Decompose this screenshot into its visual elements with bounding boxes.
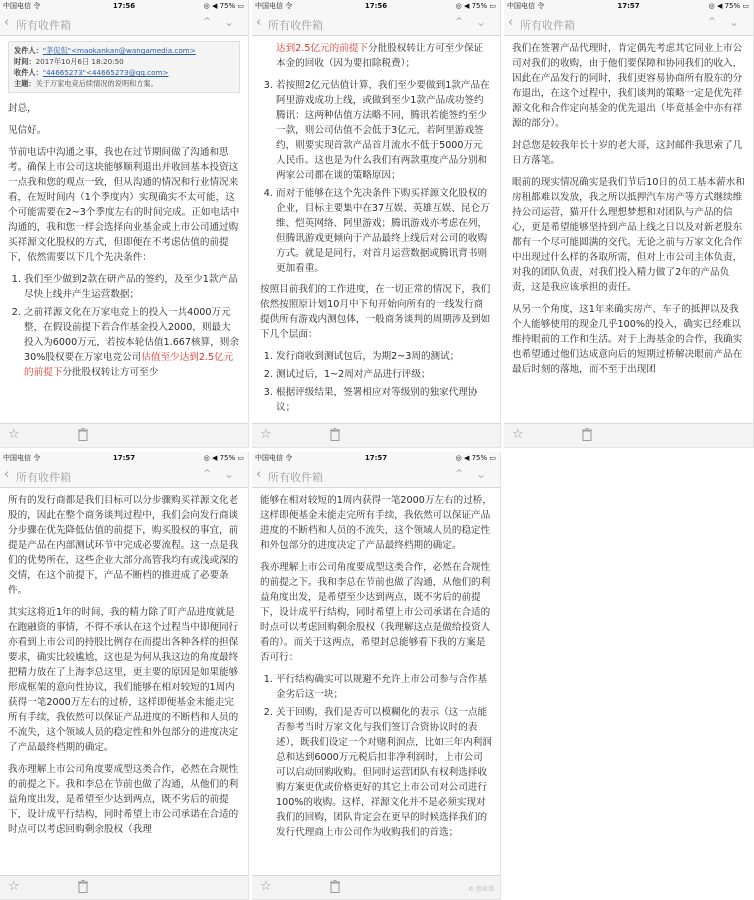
chevron-up-icon[interactable]: ⌃ (453, 15, 464, 29)
list-item: 1. 我们至少做到2款在研产品的签约，及至少1款产品尽快上线并产生运营数据； (24, 272, 240, 302)
trash-icon[interactable] (330, 428, 340, 441)
mail-toolbar (252, 423, 500, 447)
continued-item (276, 41, 492, 71)
status-bar (504, 0, 753, 12)
subject-label: 主题： (14, 79, 36, 88)
back-chevron-icon[interactable]: ‹ (256, 467, 262, 482)
list-item: 3. 根据评级结果，签署相应对等级别的独家代理协议； (276, 385, 492, 415)
clock-label: 17:57 (364, 454, 388, 462)
carrier-label: 中国电信 令 (255, 454, 293, 462)
list-item: 4. 而对于能够在这个先决条件下购买祥源文化股权的企业，目标主要集中在37互娱、英雄互娱、昆仑万维、恺英网络、阿里游戏；腾讯游戏亦考虑在列，但腾讯游戏更倾向于产品最终上线后对公司的收购方式。就是是同行，对首月运营数据或腾讯背书则更加看重。 (276, 186, 492, 276)
carrier-label: 中国电信 令 (255, 2, 293, 10)
watermark: © 创业邦 (468, 886, 494, 893)
to-label: 收件人： (14, 68, 43, 77)
star-icon[interactable]: ☆ (8, 427, 20, 442)
email-body (504, 37, 753, 423)
mail-toolbar (504, 423, 753, 447)
body-paragraph: 封总您是较我年长十岁的老大哥，这封邮件我思索了几日方落笔。 (512, 140, 743, 166)
mail-nav-bar (504, 12, 753, 36)
highlight-text: 估值至少达到2.5亿元的前提下 (24, 352, 234, 378)
proposal-list (276, 672, 492, 840)
trash-icon[interactable] (582, 428, 592, 441)
email-body (0, 489, 248, 875)
list-item: 3. 若按照2亿元估值计算，我们至少要做到1款产品在阿里游戏成功上线，或做到至少1款产品成功签约腾讯：这两种估值方法略不同，腾讯若能签约至少一款，则公司估值不会低于3亿元，若阿里游戏签约，则要实现首款产品首月流水不低于5000万元人民币。这也是为什么我们有两款重度产品分别和两家公司都在谈的策略原因； (276, 78, 492, 183)
list-item: 1. 平行结构确实可以规避不允许上市公司参与合作基金劣后这一块； (276, 672, 492, 702)
condition-list (276, 78, 492, 276)
salutation: 见信好。 (8, 125, 47, 136)
chevron-down-icon[interactable]: ⌄ (223, 15, 234, 29)
inbox-title[interactable]: 所有收件箱 (520, 19, 575, 32)
chevron-down-icon[interactable]: ⌄ (475, 15, 486, 29)
list-item: 1. 发行商收到测试包后，为期2~3周的测试； (276, 349, 492, 364)
body-paragraph: 按照目前我们的工作进度，在一切正常的情况下，我们依然按照原计划10月中下旬开始向所有的一线发行商提供所有游戏内测包体，一般商务谈判的周期涉及到如下几个层面： (260, 284, 491, 340)
chevron-up-icon[interactable]: ⌃ (706, 15, 717, 29)
to-address-link[interactable]: "44665273"<44665273@qq.com> (42, 68, 169, 77)
email-panel-3 (504, 0, 754, 448)
email-body (0, 37, 248, 423)
greeting: 封总， (8, 103, 37, 114)
body-paragraph: 从另一个角度，这1年来确实房产、车子的抵押以及我个人能够使用的现金几乎100%的投入，确实已经难以维持眼前的工作和生活。对于上海基金的合作，我确实也希望通过他们达成意向后的短期过桥解决眼前产品在最后时刻的落地，而不至于出现团 (512, 304, 743, 375)
negotiation-steps-list (276, 349, 492, 415)
email-panel-2 (252, 0, 501, 448)
body-paragraph: 节前电话中沟通之事，我也在过节期间做了沟通和思考。确保上市公司这块能够顺利退出并收回基本投资这一点我和您的观点一致，但从沟通的情况和行业情况来看，在短时间内（1个季度内）实现确实不太可能，这个可能需要在2~3个季度左右的时间完成。正如电话中沟通的，我和您一样会选择向业基金或上市公司通过购买祥源文化股权的方式，但即便在不考虑估值的前提下，依然需要以下几个先决条件： (8, 147, 240, 263)
mail-nav-bar (0, 12, 248, 36)
mail-toolbar (0, 423, 248, 447)
star-icon[interactable]: ☆ (260, 427, 272, 442)
body-paragraph: 所有的发行商都是我们目标可以分步骤购买祥源文化老股的，因此在整个商务谈判过程中，我们会向发行商谈分步骤在优先降低估值的前提下，购买股权的事宜，前提是产品在内部测试环节中完成必要流程。这一点是我们的优势所在，这些企业大部分高管我均有或浅或深的交情，在这个前提下，产品不断档的推进成了必要条件。 (8, 495, 239, 596)
email-body (252, 489, 500, 875)
trash-icon[interactable] (330, 880, 340, 893)
chevron-up-icon[interactable]: ⌃ (201, 467, 212, 481)
inbox-title[interactable]: 所有收件箱 (268, 19, 323, 32)
list-item-text: 之前祥源文化在万家电竞上的投入一共4000万元整，在假设前提下若合作基金投入2000，则最大投入为6000万元，若按本轮估值1.667核算，则余30%股权要在万家电竞公司 (24, 307, 239, 363)
chevron-down-icon[interactable]: ⌄ (475, 467, 486, 481)
star-icon[interactable]: ☆ (8, 879, 20, 894)
date-value: 2017年10月6日 18:20:50 (35, 57, 124, 66)
email-panel-1 (0, 0, 249, 448)
clock-label: 17:56 (364, 2, 388, 10)
battery-indicator: ◎ ◀ 75% ▭ (203, 2, 244, 10)
list-item: 2. 测试过后，1~2周对产品进行评级； (276, 367, 492, 382)
body-paragraph: 我们在签署产品代理时，肯定偶先考虑其它同业上市公司对我们的收购，由于他们要保障和协同我们的收入，因此在产品发行的同时，我们更容易协商所有股东的分布退出，在这个过程中，我们谈判的策略一定是优先祥源文化和合作定向基金的优先退出（毕竟基金中亦有祥源的部分）。 (512, 43, 743, 129)
inbox-title[interactable]: 所有收件箱 (16, 471, 71, 484)
back-chevron-icon[interactable]: ‹ (508, 15, 514, 30)
mail-toolbar (0, 875, 248, 899)
email-panel-5 (252, 452, 501, 900)
battery-indicator: ◎ ◀ 75% ▭ (203, 454, 244, 462)
chevron-up-icon[interactable]: ⌃ (453, 467, 464, 481)
status-bar (252, 452, 500, 464)
body-paragraph: 眼前的现实情况确实是我们节后10日的员工基本薪水和房租都难以发放，我之所以抵押汽车房产等方式继续维持公司运营，猫开什么理想梦想和对团队与产品的信心，更是希望能够坚持到产品上线之日以及对新老股东都有一个尽可能圆满的交代。无论之前与万家文化合作中出现过什么样的各取所需，但对上市公司主体负责，对我的团队负责，对我们投入精力做了2年的产品负责，这是我应该承担的责任。 (512, 177, 745, 293)
subject-value: 关于万家电竞后续情况的说明和方案。 (35, 79, 158, 88)
carrier-label: 中国电信 令 (3, 454, 41, 462)
date-label: 时间： (14, 57, 36, 66)
battery-indicator: ◎ ◀ 75% ▭ (455, 454, 496, 462)
inbox-title[interactable]: 所有收件箱 (16, 19, 71, 32)
star-icon[interactable]: ☆ (260, 879, 272, 894)
clock-label: 17:57 (617, 2, 640, 10)
status-bar (0, 452, 248, 464)
carrier-label: 中国电信 令 (3, 2, 41, 10)
chevron-down-icon[interactable]: ⌄ (223, 467, 234, 481)
condition-list (24, 272, 240, 380)
email-body (252, 37, 500, 423)
battery-indicator: ◎ ◀ 75% ▭ (455, 2, 496, 10)
body-paragraph: 我亦理解上市公司角度要成型这类合作，必然在合规性的前提之下。我和李总在节前也做了沟通，从他们的利益角度出发，是希望至少达到两点，既不劣后的前提下，设计成平行结构，同时希望上市公司承诺在合适的时点可以考虑回购剩余股权（我理解这点是做给投资人看的）。而关于这两点，希望封总能够看下我的方案是否可行： (260, 562, 491, 663)
inbox-title[interactable]: 所有收件箱 (268, 471, 323, 484)
chevron-up-icon[interactable]: ⌃ (201, 15, 212, 29)
list-item (24, 305, 240, 380)
status-bar (0, 0, 248, 12)
clock-label: 17:57 (112, 454, 136, 462)
mail-nav-bar (252, 12, 500, 36)
list-item-tail: 分批股权转让方可至少 (62, 367, 159, 378)
back-chevron-icon[interactable]: ‹ (4, 467, 10, 482)
back-chevron-icon[interactable]: ‹ (256, 15, 262, 30)
list-item: 2. 关于回购，我们是否可以模糊化的表示（这一点能否参考当时万家文化与我们签订合资协议时的表述），既我们设定一个对赌利润点，比如三年内利润总和达到6000万元税后扣非净利润时，上市公司可以启动回购收购。但同时运营团队有权利选择收购方案更优或价格更好的其它上市公司对公司进行100%的收购。这样，祥源文化并不是必须实现对我们的回购，团队肯定会在更早的时候选择我们的发行代理商上市公司作为收购我们的首选； (276, 705, 492, 840)
from-address-link[interactable]: "茅侃侃"<maokankan@wangamedia.com> (42, 46, 196, 55)
body-paragraph: 其实这将近1年的时间，我的精力除了盯产品进度就是在跑融资的事情，不得不承认在这个过程当中即便同行亦看到上市公司的持股比例存在而提出各种各样的担保要求，确实比较尴尬，这也是为何从我这边的角度最终把精力放在了上海李总这里，更主要的原因是如果能够形成框架的意向性协议，我们能够在相对较短的1周内获得一笔2000万左右的过桥，这样即便基金未能走完所有手续，我依然可以保证产品进度的不断档和人员的不流失，这个领域人员的稳定性和外包部分的进度决定了产品最终档期的确定。 (8, 607, 239, 753)
highlight-text: 达到2.5亿元的前提下 (276, 43, 369, 54)
trash-icon[interactable] (78, 880, 88, 893)
mail-nav-bar (0, 464, 248, 488)
back-chevron-icon[interactable]: ‹ (4, 15, 10, 30)
carrier-label: 中国电信 令 (507, 2, 545, 10)
chevron-down-icon[interactable]: ⌄ (728, 15, 739, 29)
body-paragraph: 能够在相对较短的1周内获得一笔2000万左右的过桥，这样即便基金未能走完所有手续，我依然可以保证产品进度的不断档和人员的不流失，这个领域人员的稳定性和外包部分的进度决定了产品最终档期的确定。 (260, 495, 492, 551)
email-header-block (8, 41, 240, 93)
continued-text: 分批股权转让方可至少保证本金的回收（因为要扣除税费）； (276, 43, 484, 69)
trash-icon[interactable] (78, 428, 88, 441)
body-paragraph: 我亦理解上市公司角度要成型这类合作，必然在合规性的前提之下。我和李总在节前也做了沟通，从他们的利益角度出发，是希望至少达到两点，既不劣后的前提下，设计成平行结构，同时希望上市公司承诺在合适的时点可以考虑回购剩余股权（我理 (8, 764, 239, 835)
star-icon[interactable]: ☆ (512, 427, 524, 442)
battery-indicator: ◎ ◀ 75% ▭ (708, 2, 749, 10)
status-bar (252, 0, 500, 12)
clock-label: 17:56 (112, 2, 136, 10)
mail-nav-bar (252, 464, 500, 488)
mail-toolbar (252, 875, 500, 899)
email-panel-4 (0, 452, 249, 900)
from-label: 发件人： (14, 46, 43, 55)
